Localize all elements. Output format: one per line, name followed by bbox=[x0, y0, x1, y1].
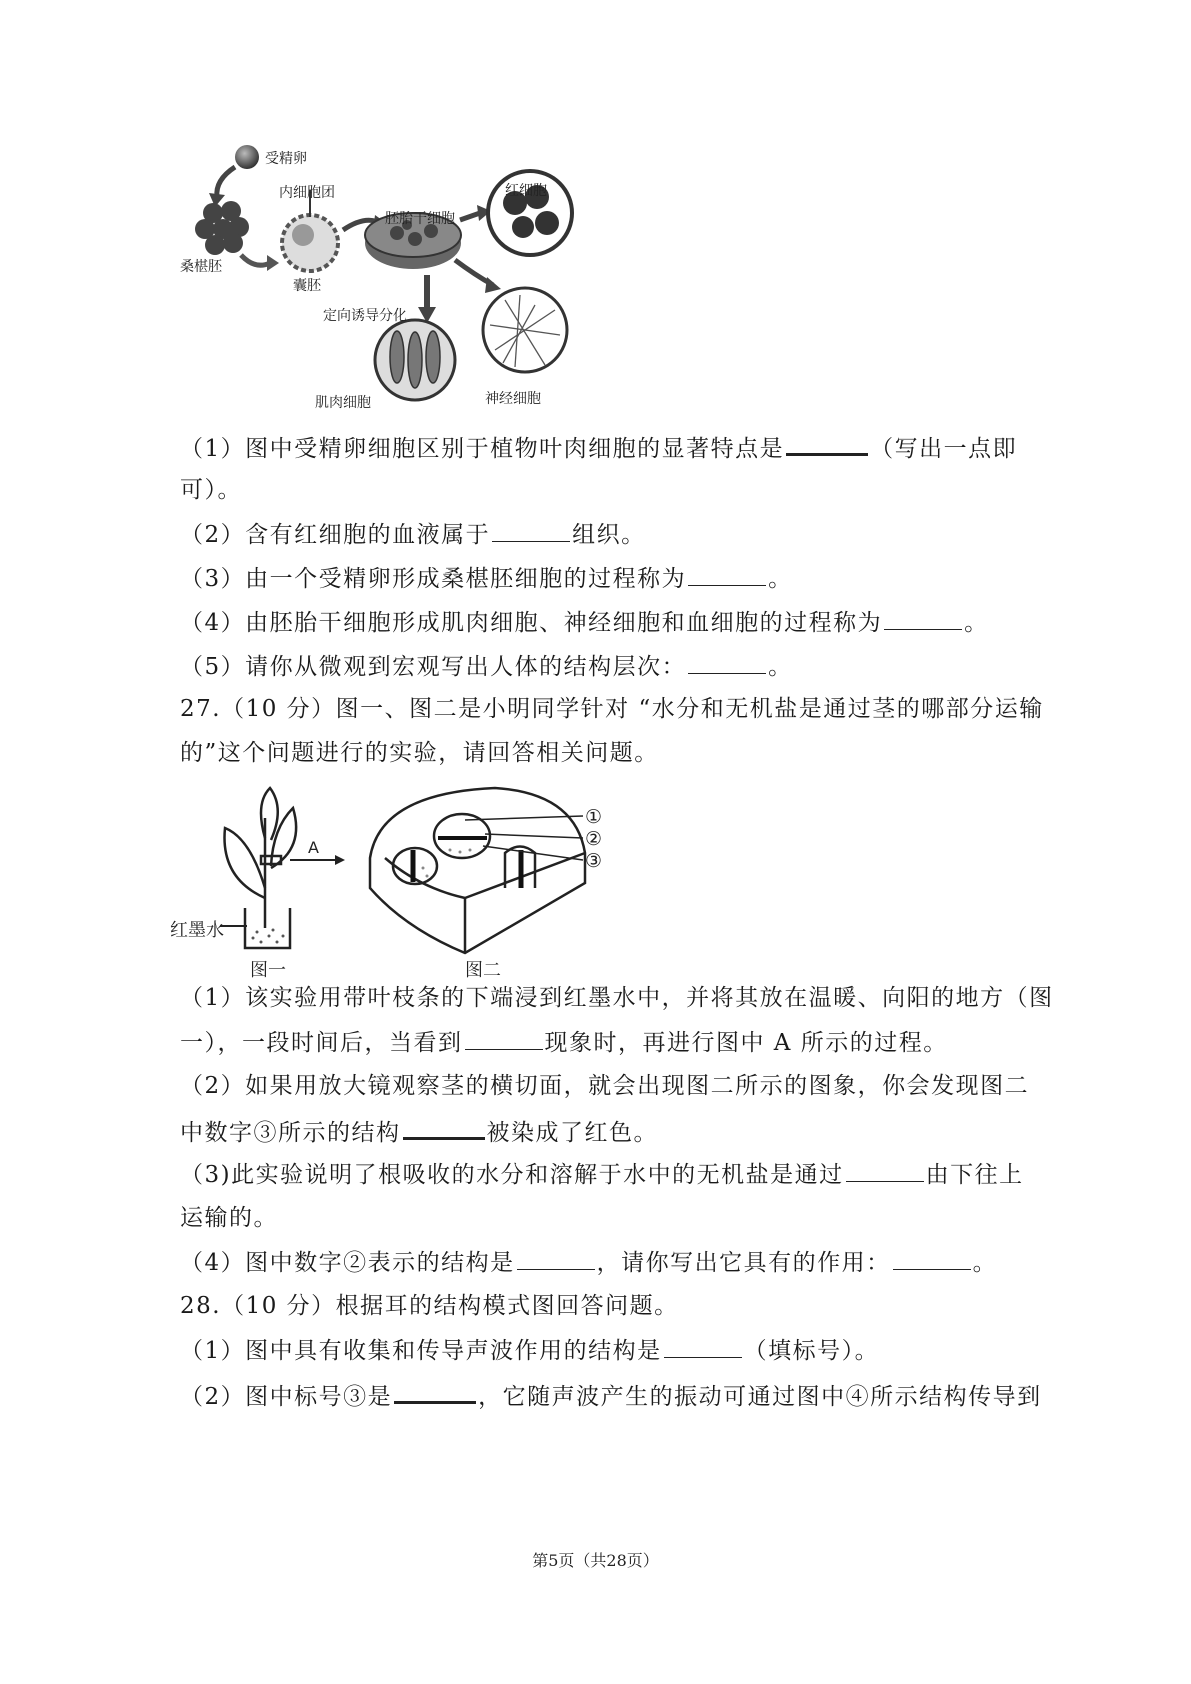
embryo-development-drawing bbox=[175, 135, 575, 415]
q27-sub4-text-end: 。 bbox=[972, 1250, 998, 1276]
q26-sub4-text-end: 。 bbox=[964, 610, 989, 636]
q27-sub4-blank-2[interactable] bbox=[893, 1247, 971, 1270]
q27-sub2-text-end: 被染成了红色。 bbox=[486, 1120, 658, 1146]
stem-experiment-drawing bbox=[165, 778, 635, 978]
q27-sub4-text-mid: ，请你写出它具有的作用： bbox=[596, 1250, 891, 1276]
embryo-development-figure bbox=[175, 135, 575, 415]
q27-sub1-line2 bbox=[180, 1027, 1010, 1058]
q26-sub2-blank[interactable] bbox=[492, 519, 570, 542]
q28-sub1 bbox=[180, 1335, 1010, 1366]
q26-sub1-text: （1）图中受精卵细胞区别于植物叶肉细胞的显著特点是 bbox=[180, 436, 785, 462]
q26-sub3-blank[interactable] bbox=[688, 563, 766, 586]
label-fertilized-egg: 受精卵 bbox=[265, 151, 307, 167]
q28-stem: 28.（10 分）根据耳的结构模式图回答问题。 bbox=[180, 1293, 679, 1319]
q27-sub3-text-mid: 由下往上 bbox=[925, 1162, 1024, 1188]
q28-sub1-text: （1）图中具有收集和传导声波作用的结构是 bbox=[180, 1338, 662, 1364]
q26-sub5 bbox=[180, 651, 1010, 682]
q28-sub1-text-end: （填标号）。 bbox=[743, 1338, 880, 1364]
caption-figure-two: 图二 bbox=[465, 960, 501, 981]
stem-experiment-figure bbox=[165, 778, 635, 981]
q26-sub2-text: （2）含有红细胞的血液属于 bbox=[180, 522, 491, 548]
q28-sub2-blank[interactable] bbox=[394, 1379, 476, 1404]
q27-sub3-line2: 运输的。 bbox=[180, 1205, 278, 1231]
q27-sub4 bbox=[180, 1247, 1010, 1278]
q27-stem-line2: 的”这个问题进行的实验，请回答相关问题。 bbox=[180, 740, 659, 766]
q27-sub2-line2 bbox=[180, 1115, 1010, 1148]
q27-stem-line1: 27.（10 分）图一、图二是小明同学针对 “水分和无机盐是通过茎的哪部分运输 bbox=[180, 696, 1044, 722]
q27-sub3-text: （3)此实验说明了根吸收的水分和溶解于水中的无机盐是通过 bbox=[180, 1162, 844, 1188]
q26-sub5-blank[interactable] bbox=[688, 651, 766, 674]
q26-sub4-text: （4）由胚胎干细胞形成肌肉细胞、神经细胞和血细胞的过程称为 bbox=[180, 610, 883, 636]
q27-sub1-line1: （1）该实验用带叶枝条的下端浸到红墨水中，并将其放在温暖、向阳的地方（图 bbox=[180, 985, 1054, 1011]
label-mark-2: ② bbox=[585, 828, 603, 850]
q27-sub2-line1: （2）如果用放大镜观察茎的横切面，就会出现图二所示的图象，你会发现图二 bbox=[180, 1073, 1030, 1099]
q26-sub3-text: （3）由一个受精卵形成桑椹胚细胞的过程称为 bbox=[180, 566, 687, 592]
q26-sub2-text-end: 组织。 bbox=[572, 522, 646, 548]
q27-sub1-blank[interactable] bbox=[465, 1027, 543, 1050]
label-embryonic-stem-cell: 胚胎干细胞 bbox=[385, 211, 455, 227]
label-arrow-a: A bbox=[308, 838, 319, 857]
q26-sub1-line2 bbox=[180, 475, 1010, 505]
q27-sub2-blank[interactable] bbox=[403, 1115, 485, 1140]
q26-sub1-blank[interactable] bbox=[786, 431, 868, 456]
q26-sub5-text: （5）请你从微观到宏观写出人体的结构层次： bbox=[180, 654, 687, 680]
label-nerve-cell: 神经细胞 bbox=[485, 391, 541, 407]
q26-sub1-hint-end: 可）。 bbox=[180, 477, 242, 503]
q27-sub4-blank-1[interactable] bbox=[517, 1247, 595, 1270]
q27-sub1-text-end: 现象时，再进行图中 A 所示的过程。 bbox=[544, 1030, 948, 1056]
label-red-blood-cell: 红细胞 bbox=[505, 183, 547, 199]
q26-sub2 bbox=[180, 519, 1010, 550]
q26-sub4 bbox=[180, 607, 1010, 638]
q26-sub4-blank[interactable] bbox=[884, 607, 962, 630]
page-footer: 第5页（共28页） bbox=[532, 1551, 659, 1570]
q27-sub3-blank[interactable] bbox=[846, 1159, 924, 1182]
q26-sub3 bbox=[180, 563, 1010, 594]
q26-sub1-line1 bbox=[180, 431, 1018, 464]
q27-sub1-text: 一），一段时间后，当看到 bbox=[180, 1030, 463, 1056]
q26-sub1-hint: （写出一点即 bbox=[870, 436, 1018, 462]
q28-sub1-blank[interactable] bbox=[664, 1335, 742, 1358]
label-muscle-cell: 肌肉细胞 bbox=[315, 395, 371, 411]
label-directed-differentiation: 定向诱导分化 bbox=[323, 308, 407, 324]
label-blastocyst: 囊胚 bbox=[293, 278, 321, 294]
q26-sub3-text-end: 。 bbox=[768, 566, 793, 592]
q27-sub2-text: 中数字③所示的结构 bbox=[180, 1120, 401, 1146]
label-mark-3: ③ bbox=[585, 850, 603, 872]
label-inner-cell-mass: 内细胞团 bbox=[279, 185, 335, 201]
label-red-ink: 红墨水 bbox=[170, 920, 224, 941]
label-mark-1: ① bbox=[585, 806, 603, 828]
q28-sub2-text: （2）图中标号③是 bbox=[180, 1384, 393, 1410]
caption-figure-one: 图一 bbox=[250, 960, 286, 981]
q28-sub2-text-end: ，它随声波产生的振动可通过图中④所示结构传导到 bbox=[478, 1384, 1042, 1410]
q26-sub5-text-end: 。 bbox=[768, 654, 793, 680]
label-morula: 桑椹胚 bbox=[180, 259, 222, 275]
q28-sub2 bbox=[180, 1379, 1042, 1412]
q27-sub3-line1 bbox=[180, 1159, 1024, 1190]
q27-sub4-text: （4）图中数字②表示的结构是 bbox=[180, 1250, 515, 1276]
